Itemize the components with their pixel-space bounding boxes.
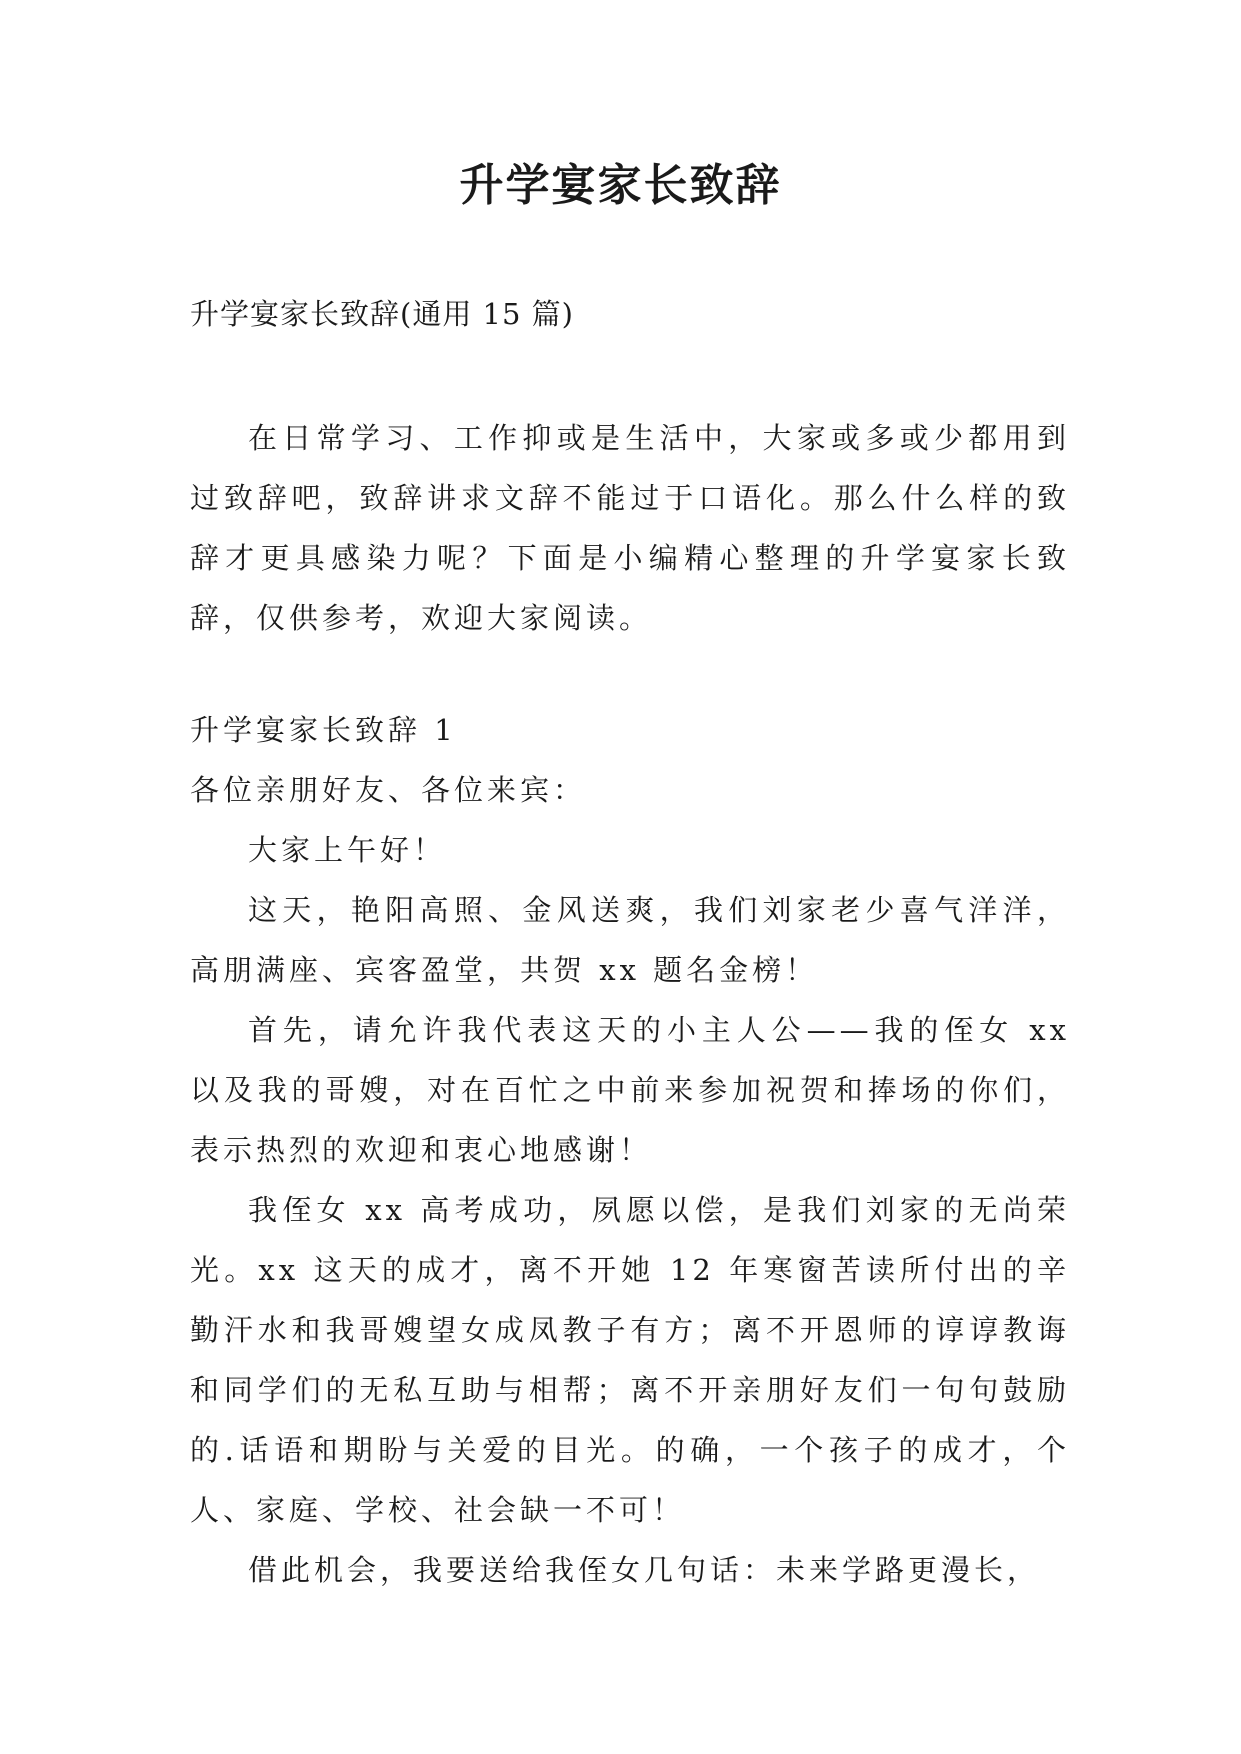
intro-section [190, 408, 1070, 648]
body-paragraph: 借此机会，我要送给我侄女几句话：未来学路更漫长， [248, 1553, 1041, 1587]
body-paragraph: 我侄女 xx 高考成功，夙愿以偿，是我们刘家的无尚荣光。xx 这天的成才，离不开她 12 年寒窗苦读所付出的辛勤汗水和我哥嫂望女成凤教子有方；离不开恩师的谆谆教诲和同学们的无私互助与相帮；离不开亲朋好友们一句句鼓励的.话语和期盼与关爱的目光。的确，一个孩子的成才，个人、家庭、学校、社会缺一不可！ [190, 1193, 1070, 1527]
speech-section [190, 700, 1070, 1600]
document-title: 升学宴家长致辞 [459, 160, 782, 211]
document-subtitle: 升学宴家长致辞(通用 15 篇) [190, 297, 574, 331]
intro-paragraph: 在日常学习、工作抑或是生活中，大家或多或少都用到过致辞吧，致辞讲求文辞不能过于口语化。那么什么样的致辞才更具感染力呢？下面是小编精心整理的升学宴家长致辞，仅供参考，欢迎大家阅读。 [190, 421, 1070, 635]
body-paragraph: 首先，请允许我代表这天的小主人公——我的侄女 xx 以及我的哥嫂，对在百忙之中前来参加祝贺和捧场的你们，表示热烈的欢迎和衷心地感谢！ [190, 1013, 1070, 1167]
body-paragraph: 大家上午好！ [248, 833, 447, 867]
section-heading: 升学宴家长致辞 1 [190, 713, 457, 747]
salutation: 各位亲朋好友、各位来宾： [190, 773, 587, 807]
body-paragraph: 这天，艳阳高照、金风送爽，我们刘家老少喜气洋洋，高朋满座、宾客盈堂，共贺 xx 题名金榜！ [190, 893, 1070, 987]
